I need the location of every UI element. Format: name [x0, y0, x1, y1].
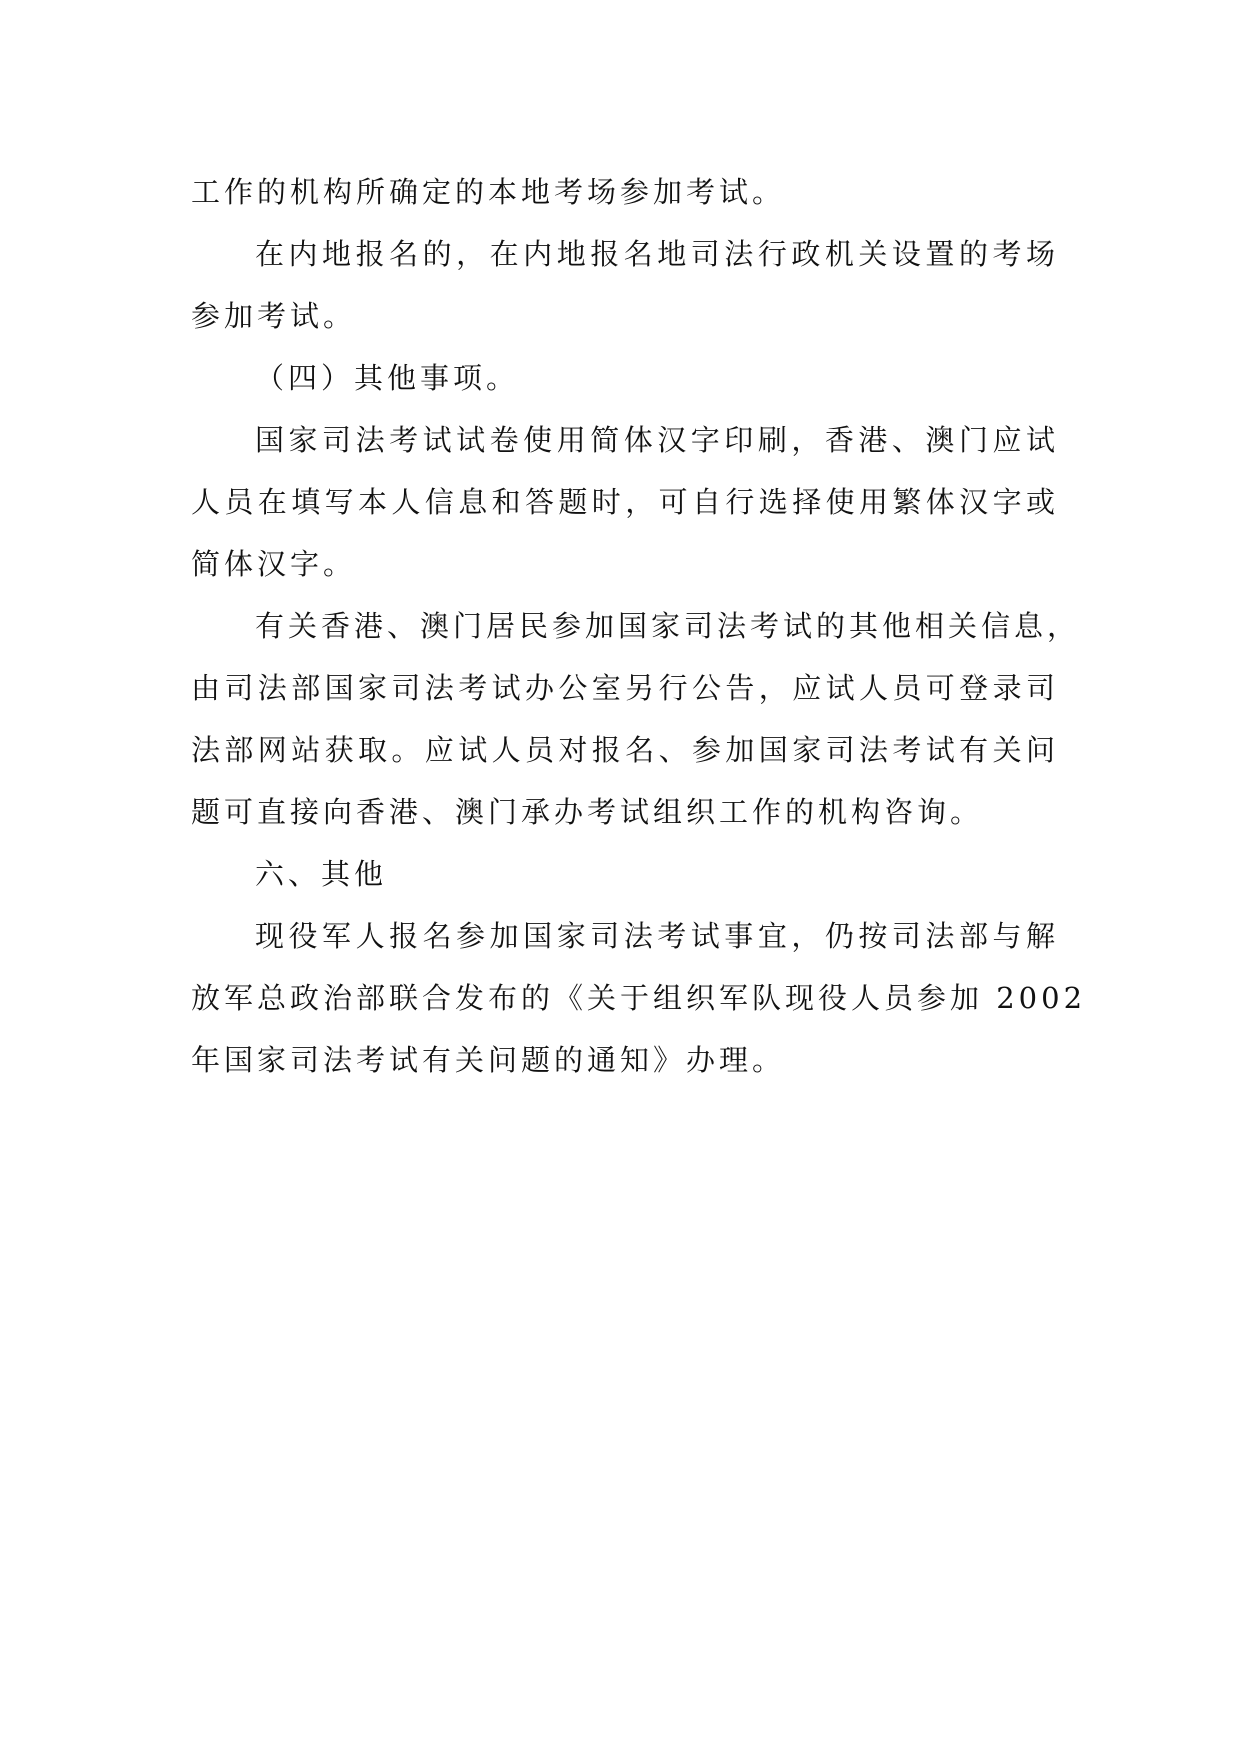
body-line: 有关香港、澳门居民参加国家司法考试的其他相关信息， — [255, 609, 1081, 643]
body-line: 现役军人报名参加国家司法考试事宜，仍按司法部与解 — [255, 919, 1059, 953]
body-line: 人员在填写本人信息和答题时，可自行选择使用繁体汉字或 — [191, 485, 1059, 519]
body-line: 年国家司法考试有关问题的通知》办理。 — [191, 1043, 786, 1077]
body-line: 工作的机构所确定的本地考场参加考试。 — [191, 175, 786, 209]
body-line: 国家司法考试试卷使用简体汉字印刷，香港、澳门应试 — [255, 423, 1059, 457]
section-heading: （四）其他事项。 — [255, 361, 520, 395]
body-line: 在内地报名的，在内地报名地司法行政机关设置的考场 — [255, 237, 1059, 271]
body-line: 由司法部国家司法考试办公室另行公告，应试人员可登录司 — [191, 671, 1059, 705]
document-body — [191, 161, 1087, 1091]
body-line: 法部网站获取。应试人员对报名、参加国家司法考试有关问 — [191, 733, 1059, 767]
body-line: 题可直接向香港、澳门承办考试组织工作的机构咨询。 — [191, 795, 984, 829]
body-line: 参加考试。 — [191, 299, 357, 333]
body-line: 简体汉字。 — [191, 547, 357, 581]
section-heading: 六、其他 — [255, 857, 388, 891]
body-line: 放军总政治部联合发布的《关于组织军队现役人员参加 2002 — [191, 981, 1087, 1015]
